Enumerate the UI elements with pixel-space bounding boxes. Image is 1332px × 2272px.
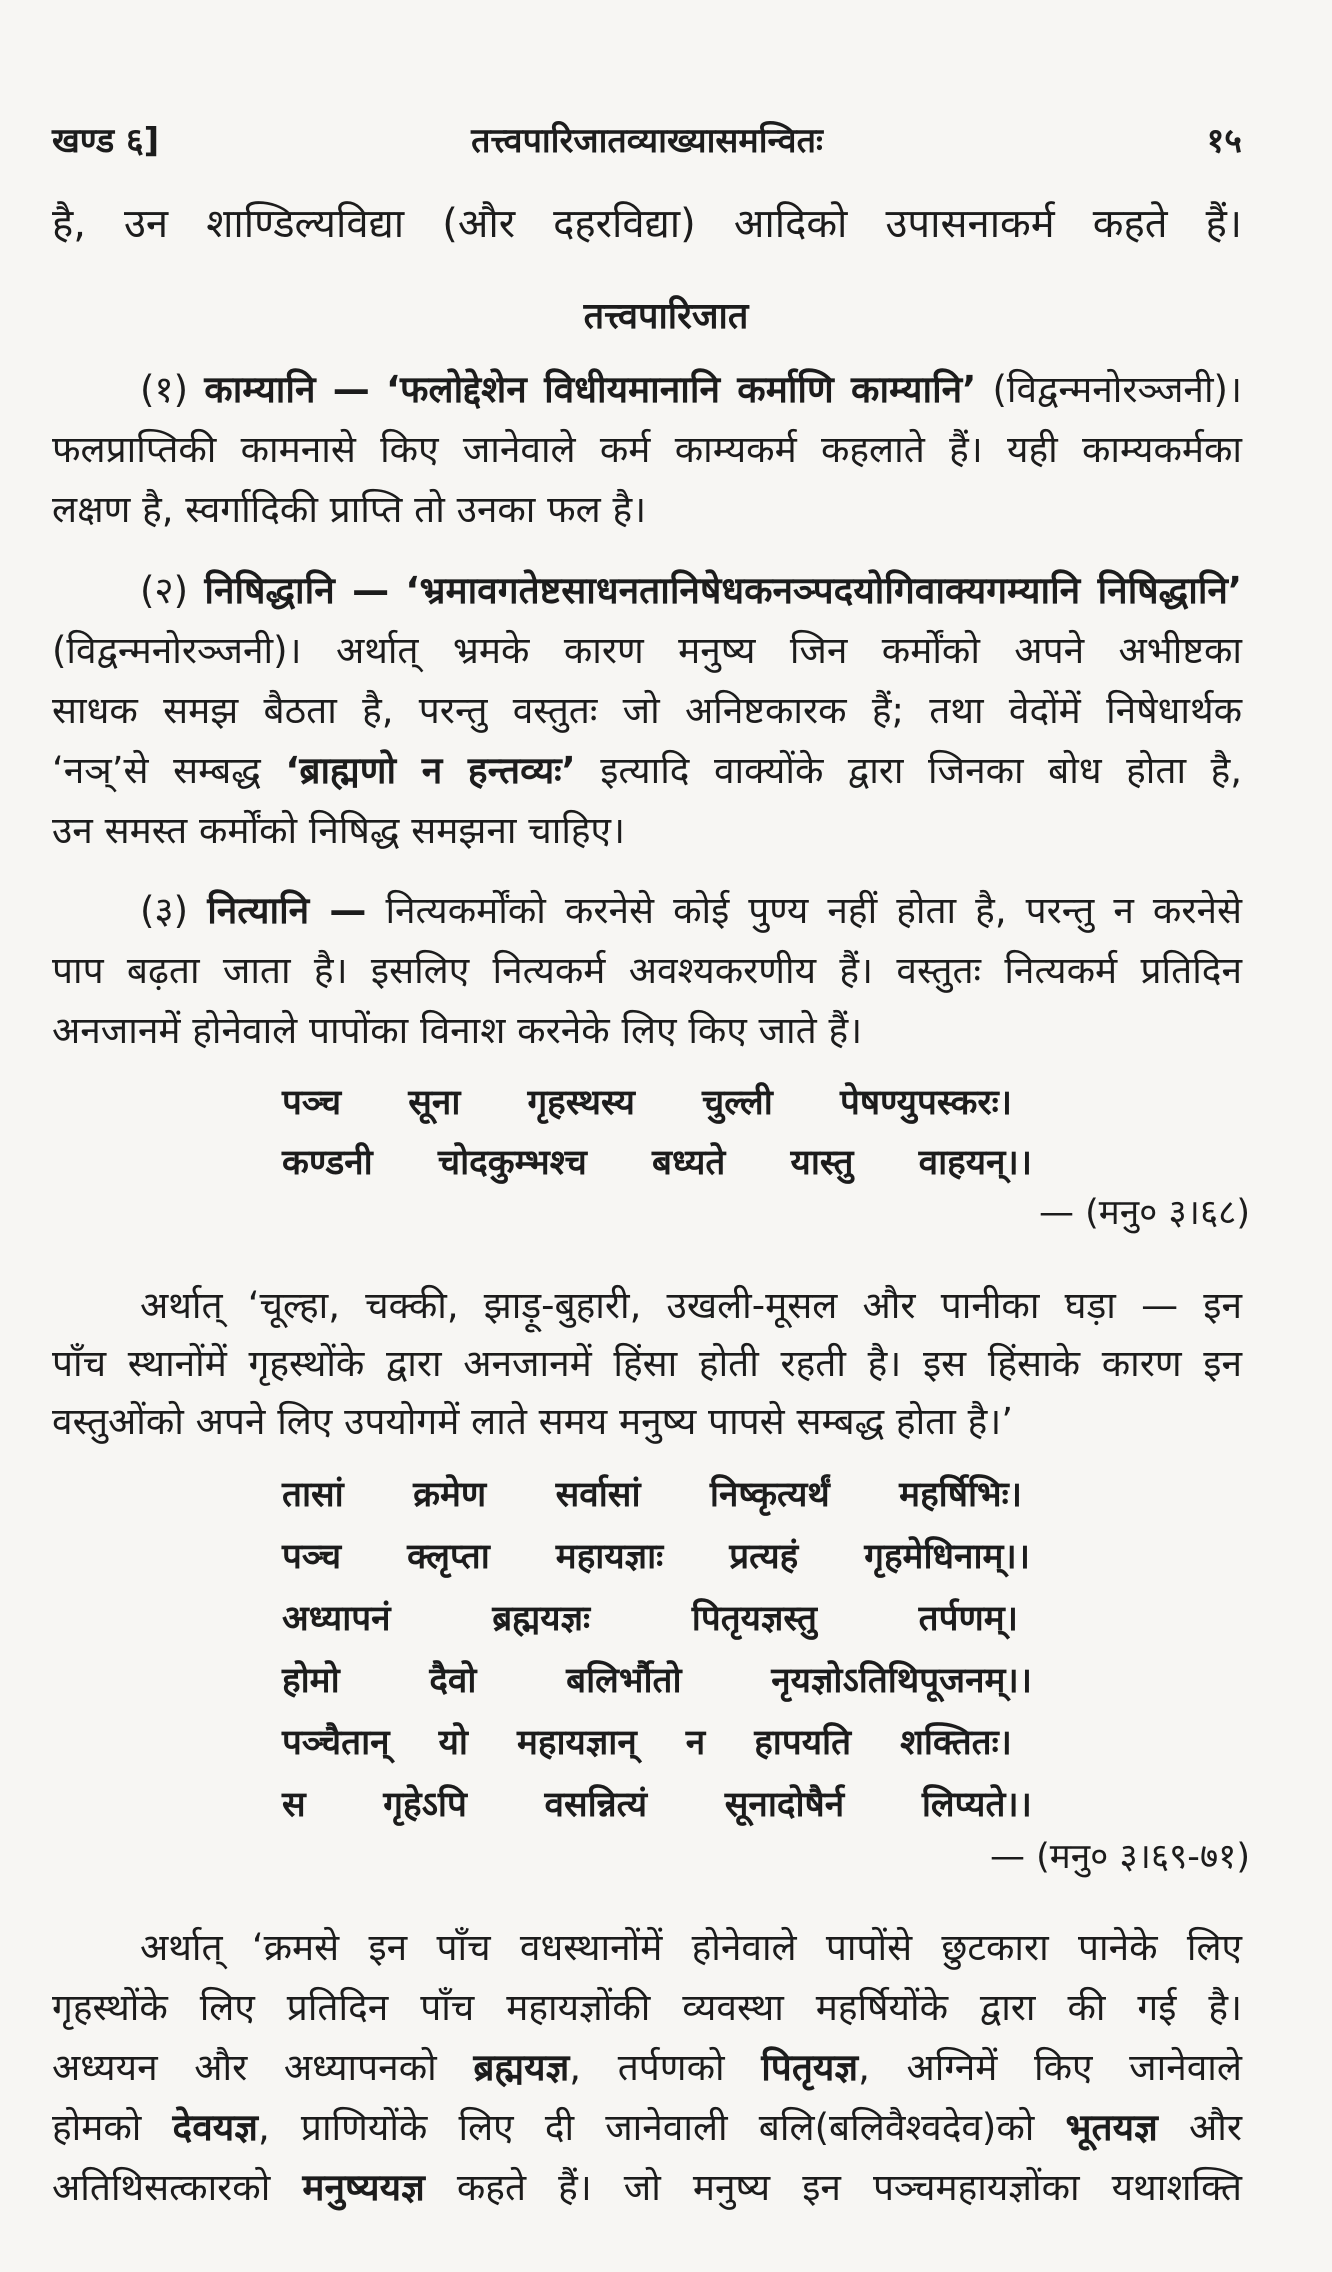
verse-word: सूनादोषैर्न [724,1785,845,1825]
verse2-line4 [282,1656,1032,1706]
verse-word: सूना [408,1083,461,1123]
para3-number: (३) [140,889,189,932]
verse-word: गृहेऽपि [383,1785,467,1825]
verse-word: वसन्नित्यं [544,1785,648,1825]
verse-word: नृयज्ञोऽतिथिपूजनम्।। [771,1661,1032,1701]
para5-line3 [52,2042,1242,2094]
para2-line3: साधक समझ बैठता है, परन्तु वस्तुतः जो अनिष्टकारक हैं; तथा वेदोंमें निषेधार्थक [52,689,1242,732]
text-span: अध्ययन और अध्यापनको [52,2046,437,2089]
verse-word: सर्वासां [555,1475,641,1515]
verse2-line1 [282,1470,1022,1520]
verse-word: हापयति [754,1723,852,1763]
verse-word: अध्यापनं [282,1599,391,1639]
para2-line1 [140,565,1242,617]
text-span: कहते हैं। जो मनुष्य इन पञ्चमहायज्ञोंका यथाशक्ति [456,2166,1243,2209]
para5-line5 [52,2162,1242,2214]
verse-word: वाहयन्।। [918,1143,1032,1183]
text-span: और [1189,2106,1242,2149]
text-span: , तर्पणको [569,2046,725,2089]
verse-word: निष्कृत्यर्थं [709,1475,830,1515]
text-span: , अग्निमें किए जानेवाले [858,2046,1242,2089]
verse-word: ब्रह्मयज्ञः [492,1599,591,1639]
verse-word: प्रत्यहं [729,1537,799,1577]
verse-word: चुल्ली [702,1083,773,1123]
para1-term: काम्यानि — [204,368,370,411]
verse-word: गृहस्थस्य [527,1083,635,1123]
section-number: खण्ड ६] [52,121,160,161]
verse-word: गृहमेधिनाम्।। [864,1537,1030,1577]
page-number: १५ [1206,121,1242,161]
para2-number: (२) [140,569,189,612]
verse-word: बलिर्भौतो [566,1661,682,1701]
text-span: , प्राणियोंके लिए दी जानेवाली बलि(बलिवैश्वदेव)को [257,2106,1035,2149]
para4-line1: अर्थात् ‘चूल्हा, चक्की, झाड़ू-बुहारी, उखली-मूसल और पानीका घड़ा — इन [140,1284,1242,1327]
running-title: तत्त्वपारिजातव्याख्यासमन्वितः [471,121,823,161]
verse-word: स [282,1785,306,1825]
para5-line2: गृहस्थोंके लिए प्रतिदिन पाँच महायज्ञोंकी व्यवस्था महर्षियोंके द्वारा की गई है। [52,1986,1242,2029]
para5-line1: अर्थात् ‘क्रमसे इन पाँच वधस्थानोंमें होनेवाले पापोंसे छुटकारा पानेके लिए [140,1926,1242,1969]
verse-word: कण्डनी [282,1143,373,1183]
verse-word: महर्षिभिः। [899,1475,1022,1515]
para2-line4 [52,745,1242,797]
verse-word: क्रमेण [413,1475,487,1515]
verse2-reference: — (मनु० ३।६९-७१) [989,1837,1250,1877]
verse-word: होमो [282,1661,340,1701]
verse-word: तर्पणम्। [918,1599,1018,1639]
verse2-line6 [282,1780,1032,1830]
para2-line5: उन समस्त कर्मोंको निषिद्ध समझना चाहिए। [52,809,626,852]
verse-word: पेषण्युपस्करः। [839,1083,1012,1123]
para3-line2: पाप बढ़ता जाता है। इसलिए नित्यकर्म अवश्यकरणीय हैं। वस्तुतः नित्यकर्म प्रतिदिन [52,949,1242,992]
verse-word: लिप्यते।। [921,1785,1032,1825]
verse-word: महायज्ञाः [555,1537,664,1577]
verse-word: पञ्च [282,1083,342,1123]
para2-line4-bold: ‘ब्राह्मणो न हन्तव्यः’ [285,749,576,792]
para4-line3: वस्तुओंको अपने लिए उपयोगमें लाते समय मनुष्य पापसे सम्बद्ध होता है।’ [52,1400,1014,1443]
para3-line1 [140,885,1242,937]
verse-word: महायज्ञान् [516,1723,637,1763]
para4-line2: पाँच स्थानोंमें गृहस्थोंके द्वारा अनजानमें हिंसा होती रहती है। इस हिंसाके कारण इन [52,1342,1242,1385]
verse-word: क्लृप्ता [407,1537,490,1577]
verse-word: चोदकुम्भश्च [437,1143,587,1183]
para3-line3: अनजानमें होनेवाले पापोंका विनाश करनेके लिए किए जाते हैं। [52,1009,863,1052]
verse-word: बध्यते [651,1143,726,1183]
verse-word: पितृयज्ञस्तु [691,1599,817,1639]
para2-term: निषिद्धानि — [204,569,390,612]
para2-line4-post: इत्यादि वाक्योंके द्वारा जिनका बोध होता है, [600,749,1243,792]
verse-word: यो [438,1723,468,1763]
verse2-line2 [282,1532,1030,1582]
para1-source: (विद्वन्मनोरञ्जनी)। [992,368,1242,411]
verse-word: तासां [282,1475,344,1515]
para5-line4 [52,2102,1242,2154]
verse-word: न [685,1723,706,1763]
text-span: होमको [52,2106,142,2149]
para1-quote: ‘फलोद्देशेन विधीयमानानि कर्माणि काम्यानि’ [385,368,977,411]
verse1-line2 [282,1138,1032,1188]
term-brahmayajna: ब्रह्मयज्ञ [473,2046,570,2089]
verse-word: यास्तु [790,1143,854,1183]
intro-line: है, उन शाण्डिल्यविद्या (और दहरविद्या) आदिको उपासनाकर्म कहते हैं। [52,201,1242,247]
term-bhutayajna: भूतयज्ञ [1065,2106,1158,2149]
verse-word: पञ्चैतान् [282,1723,390,1763]
para2-line2: (विद्वन्मनोरञ्जनी)। अर्थात् भ्रमके कारण मनुष्य जिन कर्मोंको अपने अभीष्टका [52,629,1242,672]
text-span: अतिथिसत्कारको [52,2166,271,2209]
verse1-line1 [282,1078,1012,1128]
para2-quote: ‘भ्रमावगतेष्टसाधनतानिषेधकनञ्पदयोगिवाक्यगम्यानि निषिद्धानि’ [405,569,1242,612]
para1-line2: फलप्राप्तिकी कामनासे किए जानेवाले कर्म काम्यकर्म कहलाते हैं। यही काम्यकर्मका [52,428,1242,471]
verse-word: शक्तितः। [900,1723,1012,1763]
term-devayajna: देवयज्ञ [172,2106,258,2149]
verse1-reference: — (मनु० ३।६८) [1039,1193,1250,1233]
para1-line3: लक्षण है, स्वर्गादिकी प्राप्ति तो उनका फल है। [52,488,647,531]
para3-rest: नित्यकर्मोंको करनेसे कोई पुण्य नहीं होता है, परन्तु न करनेसे [385,889,1243,932]
term-pitriyajna: पितृयज्ञ [761,2046,859,2089]
term-manushyayajna: मनुष्ययज्ञ [302,2166,425,2209]
para2-line4-pre: ‘नञ्’से सम्बद्ध [52,749,261,792]
para1-number: (१) [140,368,189,411]
running-header [52,116,1242,164]
para1-line1 [140,364,1242,416]
section-heading: तत्त्वपारिजात [583,296,749,337]
verse-word: पञ्च [282,1537,342,1577]
verse2-line3 [282,1594,1018,1644]
verse-word: दैवो [429,1661,477,1701]
para3-term: नित्यानि — [207,889,367,932]
verse2-line5 [282,1718,1012,1768]
